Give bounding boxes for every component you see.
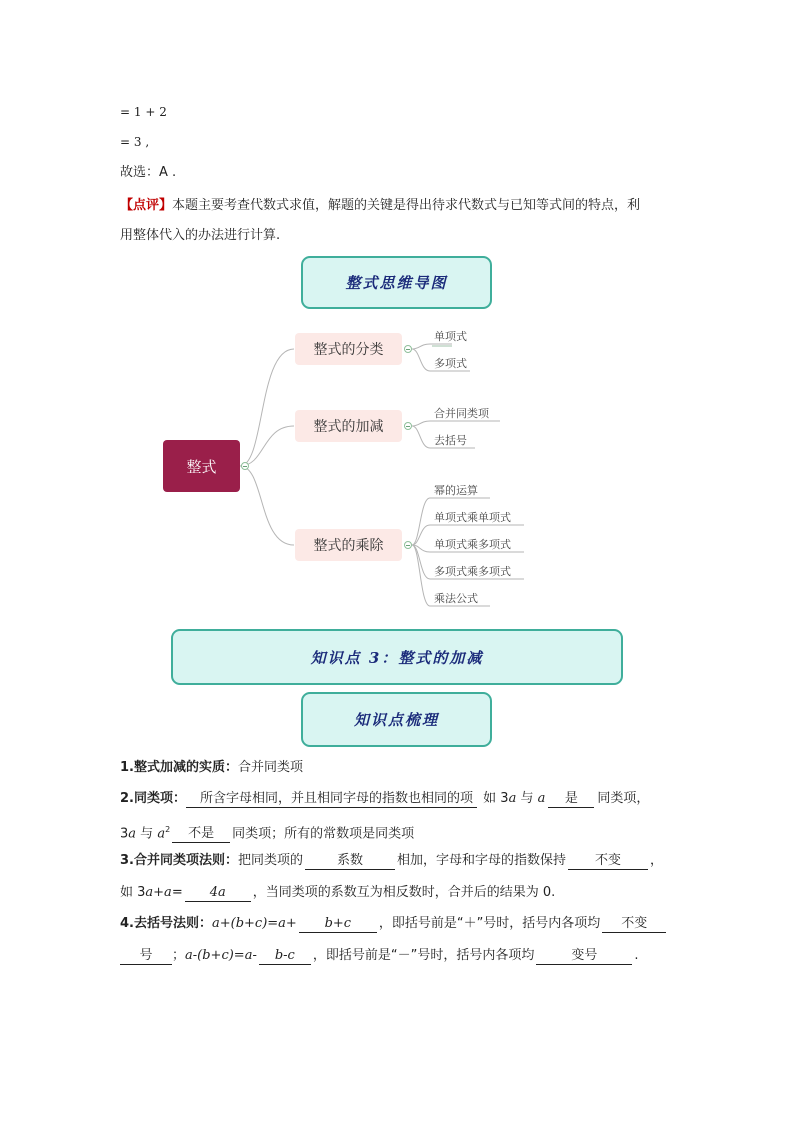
point-2-example2-post: 同类项；所有的常数项是同类项	[232, 826, 415, 842]
collapse-toggle-icon[interactable]	[404, 422, 412, 430]
point-4-blank-1: b+c	[299, 916, 377, 933]
mindmap-branch-classification	[295, 333, 402, 365]
point-2-line-1	[120, 790, 649, 808]
collapse-toggle-icon[interactable]	[404, 345, 412, 353]
section-subtitle-box	[301, 692, 492, 747]
leaf-monomial: 单项式	[434, 330, 467, 343]
point-4-title: 去括号法则：	[133, 916, 212, 931]
point-3-title: 合并同类项法则：	[133, 853, 238, 868]
point-4-mid-1: ，即括号前是“＋”号时，括号内各项均	[378, 916, 601, 931]
point-4-number: 4.	[120, 916, 134, 931]
point-4-separator: ；	[172, 948, 186, 963]
solution-line-1: = 1 + 2	[120, 105, 167, 119]
solution-line-2: = 3 ,	[120, 135, 150, 149]
point-3-example-eq: =	[171, 885, 183, 900]
point-2-example-post: 同类项，	[597, 791, 650, 806]
point-2-example2-exponent: 2	[165, 825, 171, 834]
leaf-mono-times-poly: 单项式乘多项式	[434, 538, 511, 551]
collapse-toggle-icon[interactable]	[404, 541, 412, 549]
point-4-blank-4: 变号	[536, 948, 632, 965]
point-3-line-1	[120, 852, 663, 870]
mindmap-root-label: 整式	[186, 457, 217, 476]
section-title: 知识点 3：整式的加减	[310, 648, 484, 667]
leaf-combine-like-terms: 合并同类项	[434, 407, 489, 420]
point-4-line-2	[120, 947, 638, 965]
point-3-example-prefix: 如 3	[120, 885, 146, 900]
comment-tag: 【点评】	[120, 198, 173, 213]
mindmap-branch-multiplication	[295, 529, 402, 561]
point-4-blank-3: b-c	[259, 948, 311, 965]
branch-label: 整式的分类	[313, 342, 384, 358]
leaf-polynomial: 多项式	[434, 357, 467, 370]
point-2-example-mid: 与	[516, 791, 538, 806]
point-1-text: 合并同类项	[238, 760, 304, 775]
point-3-number: 3.	[120, 853, 134, 868]
point-2-example-prefix: 如 3	[483, 791, 509, 806]
point-2-example2-prefix: 3	[120, 826, 129, 842]
collapse-toggle-icon[interactable]	[241, 462, 249, 470]
mindmap-root-node	[163, 440, 240, 492]
leaf-multiplication-formulas: 乘法公式	[434, 592, 478, 605]
point-3-mid: 相加，字母和字母的指数保持	[397, 853, 567, 868]
point-1-number: 1.	[120, 760, 134, 775]
leaf-poly-times-poly: 多项式乘多项式	[434, 565, 511, 578]
point-3-blank-unchanged: 不变	[568, 853, 648, 870]
answer-line: 故选：A .	[120, 165, 177, 180]
point-2-definition: 所含字母相同，并且相同字母的指数也相同的项	[186, 791, 477, 808]
leaf-remove-brackets: 去括号	[434, 434, 467, 447]
point-4-line-1	[120, 915, 666, 933]
leaf-mono-times-mono: 单项式乘单项式	[434, 511, 511, 524]
point-2-number: 2.	[120, 791, 134, 806]
point-4-expr-1: a+(b+c)=a+	[212, 916, 297, 931]
point-2-example2-var: a	[128, 826, 137, 842]
point-4-expr-2: a-(b+c)=a-	[185, 948, 257, 963]
comment-text-1: 本题主要考查代数式求值，解题的关键是得出待求代数式与已知等式间的特点，利	[172, 198, 641, 213]
point-1	[120, 759, 303, 777]
branch-label: 整式的加减	[313, 419, 384, 435]
comment-line-2: 用整体代入的办法进行计算.	[120, 228, 281, 243]
point-3-example-expr: a+a	[145, 885, 172, 900]
point-2-example2-answer: 不是	[172, 826, 230, 843]
point-3-pre: 把同类项的	[238, 853, 304, 868]
point-2-title: 同类项：	[133, 791, 186, 806]
point-2-example-var: a	[508, 791, 517, 806]
point-3-line-2	[120, 884, 555, 902]
leaf-power-ops: 幂的运算	[434, 484, 478, 497]
point-2-example-answer: 是	[548, 791, 594, 808]
point-4-blank-2a: 不变	[602, 916, 666, 933]
point-3-example-post: ，当同类项的系数互为相反数时，合并后的结果为 0.	[252, 885, 556, 900]
point-2-line-2	[120, 821, 414, 843]
point-2-example-var2: a	[537, 791, 546, 806]
point-2-example2-mid: 与	[136, 826, 158, 842]
point-3-blank-result: 4a	[185, 885, 251, 902]
point-4-end: .	[634, 948, 639, 963]
point-4-blank-2b: 号	[120, 948, 172, 965]
mindmap-title: 整式思维导图	[345, 274, 448, 292]
point-1-title: 整式加减的实质：	[133, 760, 238, 775]
mindmap-branch-addition	[295, 410, 402, 442]
point-2-example2-var2: a	[157, 826, 166, 842]
point-3-post: ，	[650, 853, 664, 868]
point-4-mid-2: ，即括号前是“－”号时，括号内各项均	[312, 948, 535, 963]
branch-label: 整式的乘除	[313, 538, 384, 554]
section-subtitle: 知识点梳理	[353, 711, 439, 729]
section-title-box	[171, 629, 623, 685]
point-3-blank-coefficient: 系数	[305, 853, 395, 870]
